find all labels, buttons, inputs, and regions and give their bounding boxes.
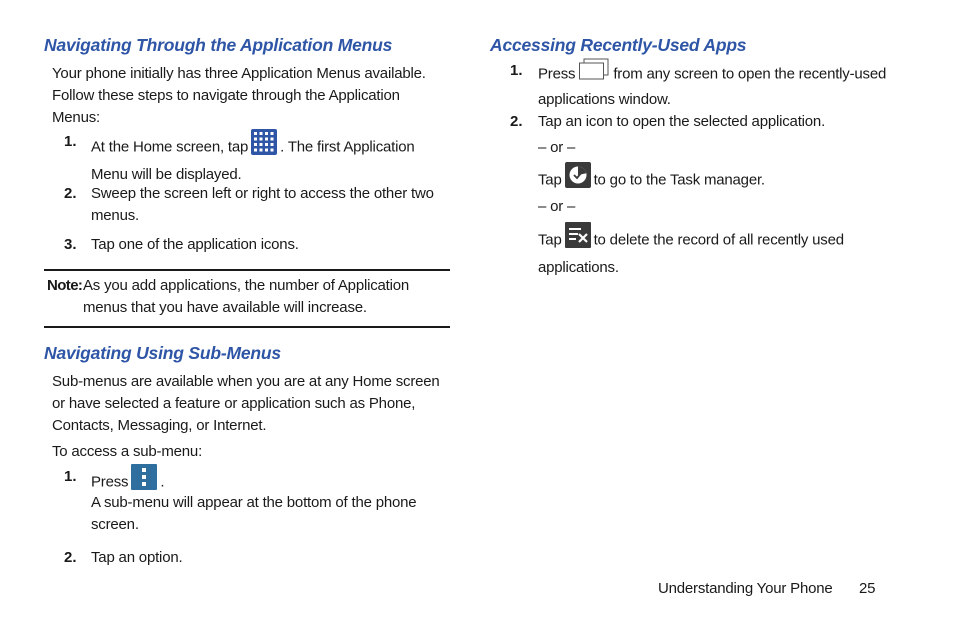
or-separator: – or –	[538, 198, 576, 215]
footer-page-number: 25	[859, 580, 876, 597]
tap1-after: to go to the Task manager.	[593, 171, 765, 189]
sub-menus-lead: To access a sub-menu:	[52, 443, 203, 460]
step-number: 3.	[64, 236, 77, 253]
clear-all-icon	[565, 222, 591, 255]
step-number: 1.	[64, 133, 77, 150]
heading-app-menus: Navigating Through the Application Menus	[44, 35, 393, 55]
apps-grid-icon	[251, 129, 277, 162]
task-manager-icon	[565, 162, 591, 195]
step-1-text	[91, 131, 431, 186]
step-3-text: Tap one of the application icons.	[91, 236, 299, 253]
tap2-after: to delete the record of all recently used applications.	[538, 231, 844, 276]
note-text: As you add applications, the number of Application menus that you have available will increase.	[83, 277, 410, 316]
task-manager-text	[538, 164, 908, 197]
heading-sub-menus: Navigating Using Sub-Menus	[44, 343, 281, 363]
app-menus-intro: Your phone initially has three Application Menus available. Follow these steps to navigate through the Application Menus:	[52, 65, 426, 126]
step-number: 2.	[64, 549, 77, 566]
heading-recent-apps: Accessing Recently-Used Apps	[490, 35, 747, 55]
tap2-before: Tap	[538, 231, 562, 249]
step-number: 1.	[510, 62, 523, 79]
step-number: 2.	[510, 113, 523, 130]
press-before: Press	[91, 473, 129, 491]
tap-option-text: Tap an option.	[91, 549, 183, 566]
note-top-rule	[44, 269, 450, 271]
recent-step-2-text: Tap an icon to open the selected application.	[538, 113, 826, 130]
note-label: Note:	[47, 277, 83, 294]
step-2-text: Sweep the screen left or right to access the other two menus.	[91, 185, 434, 224]
step-1-before: At the Home screen, tap	[91, 138, 249, 156]
tap1-before: Tap	[538, 171, 562, 189]
footer-section-title: Understanding Your Phone	[658, 580, 833, 597]
sub-menu-detail: A sub-menu will appear at the bottom of the phone screen.	[91, 494, 417, 533]
step-number: 1.	[64, 468, 77, 485]
clear-all-text	[538, 224, 908, 279]
recent-step-1-text	[538, 60, 908, 111]
recent-apps-icon	[578, 58, 610, 87]
or-separator: – or –	[538, 139, 576, 156]
step-1-after: . The first Application Menu will be displayed.	[91, 138, 415, 183]
step-number: 2.	[64, 185, 77, 202]
press-after: .	[160, 473, 165, 491]
recent-press-after: from any screen to open the recently-used applications window.	[538, 65, 887, 108]
note-bottom-rule	[44, 326, 450, 328]
recent-press-before: Press	[538, 65, 576, 83]
sub-menus-intro: Sub-menus are available when you are at any Home screen or have selected a feature or application such as Phone, Contacts, Messaging, or Internet.	[52, 373, 440, 434]
